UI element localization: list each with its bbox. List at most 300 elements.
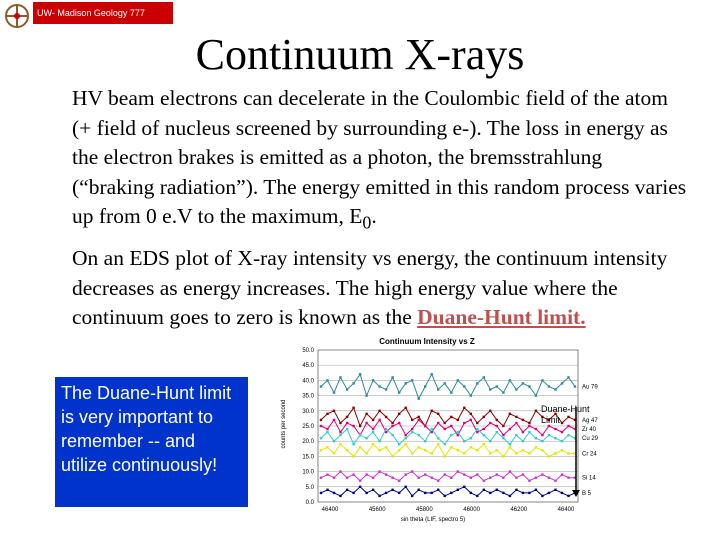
data-point xyxy=(320,449,322,451)
data-point xyxy=(535,446,537,448)
series-label: Ag 47 xyxy=(582,417,598,424)
data-point xyxy=(411,431,413,433)
data-point xyxy=(528,422,530,424)
data-point xyxy=(405,473,407,475)
data-point xyxy=(450,492,452,494)
data-point xyxy=(365,413,367,415)
data-point xyxy=(483,376,485,378)
data-point xyxy=(339,431,341,433)
data-point xyxy=(561,492,563,494)
data-point xyxy=(444,443,446,445)
data-point xyxy=(431,477,433,479)
data-point xyxy=(391,425,393,427)
data-point xyxy=(378,470,380,472)
paragraph-1-end: . xyxy=(371,204,377,228)
data-point xyxy=(515,416,517,418)
data-point xyxy=(365,422,367,424)
data-point xyxy=(437,489,439,491)
data-point xyxy=(431,492,433,494)
e0-subscript: 0 xyxy=(362,212,372,233)
data-point xyxy=(496,425,498,427)
data-point xyxy=(339,376,341,378)
data-point xyxy=(391,477,393,479)
data-point xyxy=(346,428,348,430)
data-point xyxy=(457,470,459,472)
data-point xyxy=(515,388,517,390)
y-tick-label: 10.0 xyxy=(302,469,314,476)
data-point xyxy=(418,477,420,479)
data-point xyxy=(535,428,537,430)
data-point xyxy=(535,477,537,479)
data-point xyxy=(424,385,426,387)
data-point xyxy=(567,434,569,436)
data-point xyxy=(437,437,439,439)
data-point xyxy=(372,489,374,491)
data-point xyxy=(411,379,413,381)
data-point xyxy=(476,473,478,475)
duane-hunt-limit-term: Duane-Hunt limit. xyxy=(417,305,586,329)
data-point xyxy=(463,385,465,387)
data-point xyxy=(470,492,472,494)
data-point xyxy=(365,473,367,475)
data-point xyxy=(483,480,485,482)
data-point xyxy=(418,434,420,436)
data-point xyxy=(385,428,387,430)
series-label: Cr 24 xyxy=(582,451,597,458)
data-point xyxy=(515,422,517,424)
data-point xyxy=(528,425,530,427)
data-point xyxy=(554,480,556,482)
paragraph-bremsstrahlung xyxy=(72,84,687,238)
data-point xyxy=(437,480,439,482)
x-tick-label: 46000 xyxy=(463,507,480,513)
data-point xyxy=(333,419,335,421)
data-point xyxy=(561,473,563,475)
data-point xyxy=(463,407,465,409)
y-tick-label: 30.0 xyxy=(302,408,314,415)
series-label: Zr 40 xyxy=(582,427,597,434)
data-point xyxy=(541,434,543,436)
data-point xyxy=(346,416,348,418)
data-point xyxy=(470,394,472,396)
data-point xyxy=(365,492,367,494)
data-point xyxy=(372,428,374,430)
data-point xyxy=(326,489,328,491)
data-point xyxy=(541,440,543,442)
data-point xyxy=(411,419,413,421)
x-tick-label: 46400 xyxy=(557,507,575,513)
data-point xyxy=(496,473,498,475)
data-point xyxy=(378,440,380,442)
data-point xyxy=(424,473,426,475)
duane-hunt-annotation: Duane-Hunt Limit xyxy=(541,404,590,425)
data-point xyxy=(352,425,354,427)
x-tick-label: 45800 xyxy=(416,507,433,513)
data-point xyxy=(548,434,550,436)
data-point xyxy=(457,434,459,436)
data-point xyxy=(554,428,556,430)
data-point xyxy=(541,379,543,381)
data-point xyxy=(437,413,439,415)
data-point xyxy=(339,495,341,497)
data-point xyxy=(489,388,491,390)
data-point xyxy=(320,385,322,387)
data-point xyxy=(346,422,348,424)
data-point xyxy=(398,492,400,494)
data-point xyxy=(561,422,563,424)
data-point xyxy=(541,495,543,497)
data-point xyxy=(476,449,478,451)
data-point xyxy=(411,452,413,454)
series-label: Si 14 xyxy=(582,475,596,482)
data-point xyxy=(496,419,498,421)
data-point xyxy=(561,449,563,451)
data-point xyxy=(528,385,530,387)
data-point xyxy=(567,495,569,497)
data-point xyxy=(502,492,504,494)
data-point xyxy=(457,431,459,433)
data-point xyxy=(385,416,387,418)
data-point xyxy=(509,470,511,472)
data-point xyxy=(372,419,374,421)
data-point xyxy=(463,473,465,475)
data-point xyxy=(391,422,393,424)
data-point xyxy=(346,388,348,390)
continuum-intensity-chart xyxy=(273,332,611,524)
data-point xyxy=(418,446,420,448)
data-point xyxy=(450,425,452,427)
data-point xyxy=(489,440,491,442)
data-point xyxy=(496,431,498,433)
crystal-logo-icon xyxy=(2,2,32,30)
paragraph-1-text: HV beam electrons can decelerate in the Coulombic field of the atom (+ field of nucleus screened by surrounding e-). The loss in energy as the electron brakes is emitted as a photon, the bremsstrahlung (“braking radiation”). The energy emitted in this random process varies up from 0 e.V to the maximum, E xyxy=(72,86,687,228)
data-point xyxy=(470,413,472,415)
data-point xyxy=(372,477,374,479)
data-point xyxy=(463,486,465,488)
data-point xyxy=(509,495,511,497)
x-tick-label: 46200 xyxy=(510,507,528,513)
data-point xyxy=(496,489,498,491)
data-point xyxy=(333,492,335,494)
y-tick-label: 50.0 xyxy=(302,348,314,354)
data-point xyxy=(489,422,491,424)
data-point xyxy=(405,437,407,439)
y-tick-label: 5.0 xyxy=(305,484,314,491)
data-point xyxy=(424,449,426,451)
data-point xyxy=(411,495,413,497)
data-point xyxy=(457,379,459,381)
data-point xyxy=(333,440,335,442)
data-point xyxy=(502,455,504,457)
data-point xyxy=(528,480,530,482)
data-point xyxy=(326,446,328,448)
data-point xyxy=(457,449,459,451)
data-point xyxy=(437,388,439,390)
data-point xyxy=(528,431,530,433)
series-label: Au 79 xyxy=(582,384,598,391)
data-point xyxy=(359,434,361,436)
data-point xyxy=(444,455,446,457)
data-point xyxy=(567,452,569,454)
data-point xyxy=(502,391,504,393)
data-point xyxy=(444,495,446,497)
data-point xyxy=(352,443,354,445)
data-point xyxy=(476,382,478,384)
data-point xyxy=(339,470,341,472)
data-point xyxy=(502,434,504,436)
data-point xyxy=(463,452,465,454)
data-point xyxy=(561,431,563,433)
data-point xyxy=(333,452,335,454)
data-point xyxy=(391,489,393,491)
x-tick-label: 45600 xyxy=(368,507,386,513)
data-point xyxy=(450,477,452,479)
data-point xyxy=(444,428,446,430)
data-point xyxy=(359,480,361,482)
data-point xyxy=(333,391,335,393)
y-tick-label: 45.0 xyxy=(302,363,314,370)
data-point xyxy=(522,431,524,433)
data-point xyxy=(509,446,511,448)
data-point xyxy=(548,455,550,457)
data-point xyxy=(431,452,433,454)
data-point xyxy=(359,425,361,427)
data-point xyxy=(522,492,524,494)
data-point xyxy=(561,382,563,384)
data-point xyxy=(574,385,576,387)
data-point xyxy=(509,413,511,415)
data-point xyxy=(515,452,517,454)
data-point xyxy=(502,425,504,427)
data-point xyxy=(567,376,569,378)
data-point xyxy=(450,434,452,436)
data-point xyxy=(398,422,400,424)
data-point xyxy=(483,489,485,491)
data-point xyxy=(457,489,459,491)
data-point xyxy=(378,410,380,412)
data-point xyxy=(385,446,387,448)
data-point xyxy=(320,419,322,421)
data-point xyxy=(405,407,407,409)
course-tag: UW- Madison Geology 777 xyxy=(33,2,173,24)
data-point xyxy=(431,428,433,430)
y-tick-label: 35.0 xyxy=(302,393,314,400)
data-point xyxy=(444,422,446,424)
data-point xyxy=(502,477,504,479)
data-point xyxy=(333,477,335,479)
data-point xyxy=(522,419,524,421)
chart-ylabel: counts per second xyxy=(281,399,287,449)
data-point xyxy=(391,455,393,457)
y-tick-label: 40.0 xyxy=(302,378,314,385)
data-point xyxy=(535,437,537,439)
series-label: B 5 xyxy=(582,490,592,497)
chart-title: Continuum Intensity vs Z xyxy=(379,337,475,346)
data-point xyxy=(418,489,420,491)
data-point xyxy=(352,455,354,457)
y-tick-label: 25.0 xyxy=(302,424,314,430)
data-point xyxy=(535,394,537,396)
data-point xyxy=(470,437,472,439)
data-point xyxy=(554,437,556,439)
data-point xyxy=(333,410,335,412)
data-point xyxy=(476,422,478,424)
data-point xyxy=(489,410,491,412)
data-point xyxy=(522,440,524,442)
data-point xyxy=(528,452,530,454)
data-point xyxy=(398,443,400,445)
data-point xyxy=(483,416,485,418)
data-point xyxy=(385,473,387,475)
data-point xyxy=(359,486,361,488)
data-point xyxy=(398,391,400,393)
data-point xyxy=(405,382,407,384)
data-point xyxy=(509,428,511,430)
data-point xyxy=(339,443,341,445)
data-point xyxy=(463,440,465,442)
data-point xyxy=(554,388,556,390)
data-point xyxy=(431,410,433,412)
data-point xyxy=(346,477,348,479)
data-point xyxy=(535,410,537,412)
data-point xyxy=(346,489,348,491)
data-point xyxy=(365,394,367,396)
data-point xyxy=(470,419,472,421)
data-point xyxy=(548,492,550,494)
data-point xyxy=(411,470,413,472)
data-point xyxy=(424,492,426,494)
data-point xyxy=(320,477,322,479)
x-tick-label: 46400 xyxy=(321,507,339,513)
data-point xyxy=(444,382,446,384)
data-point xyxy=(483,428,485,430)
data-point xyxy=(359,373,361,375)
data-point xyxy=(450,416,452,418)
data-point xyxy=(326,428,328,430)
data-point xyxy=(372,431,374,433)
data-point xyxy=(320,425,322,427)
data-point xyxy=(548,385,550,387)
paragraph-duane-hunt xyxy=(72,244,687,333)
callout-box: The Duane-Hunt limit is very important to remember -- and utilize continuously! xyxy=(55,377,248,507)
data-point xyxy=(398,449,400,451)
data-point xyxy=(391,434,393,436)
data-point xyxy=(483,434,485,436)
data-point xyxy=(418,419,420,421)
data-point xyxy=(365,452,367,454)
data-point xyxy=(450,391,452,393)
data-point xyxy=(378,495,380,497)
data-point xyxy=(346,449,348,451)
data-point xyxy=(424,440,426,442)
data-point xyxy=(437,443,439,445)
data-point xyxy=(418,397,420,399)
data-point xyxy=(470,446,472,448)
data-point xyxy=(567,477,569,479)
data-point xyxy=(339,434,341,436)
data-point xyxy=(359,446,361,448)
data-point xyxy=(326,431,328,433)
data-point xyxy=(476,431,478,433)
y-tick-label: 20.0 xyxy=(302,439,314,446)
data-point xyxy=(398,413,400,415)
data-point xyxy=(352,492,354,494)
data-point xyxy=(320,437,322,439)
data-point xyxy=(372,443,374,445)
data-point xyxy=(489,452,491,454)
data-point xyxy=(502,437,504,439)
data-point xyxy=(378,449,380,451)
data-point xyxy=(489,477,491,479)
data-point xyxy=(450,446,452,448)
data-point xyxy=(476,428,478,430)
data-point xyxy=(548,477,550,479)
paragraph-2-text: On an EDS plot of X-ray intensity vs energy, the continuum intensity decreases as energy increases. The high energy value where the continuum goes to zero is known as the xyxy=(72,246,668,329)
data-point xyxy=(405,434,407,436)
data-point xyxy=(567,425,569,427)
data-point xyxy=(431,373,433,375)
data-point xyxy=(496,385,498,387)
data-point xyxy=(437,422,439,424)
data-point xyxy=(405,443,407,445)
data-point xyxy=(489,492,491,494)
data-point xyxy=(463,422,465,424)
data-point xyxy=(483,443,485,445)
data-point xyxy=(541,449,543,451)
data-point xyxy=(326,413,328,415)
data-point xyxy=(509,443,511,445)
data-point xyxy=(567,416,569,418)
data-point xyxy=(378,419,380,421)
data-point xyxy=(372,379,374,381)
data-point xyxy=(385,388,387,390)
uw-madison-logo xyxy=(2,2,32,30)
data-point xyxy=(457,419,459,421)
data-point xyxy=(541,473,543,475)
data-point xyxy=(339,422,341,424)
data-point xyxy=(535,489,537,491)
data-point xyxy=(326,379,328,381)
y-tick-label: 15.0 xyxy=(302,454,314,461)
data-point xyxy=(554,489,556,491)
data-point xyxy=(515,489,517,491)
data-point xyxy=(411,428,413,430)
series-label: Cu 29 xyxy=(582,436,599,443)
data-point xyxy=(320,492,322,494)
data-point xyxy=(352,382,354,384)
data-point xyxy=(424,425,426,427)
data-point xyxy=(405,486,407,488)
data-point xyxy=(522,382,524,384)
slide-title: Continuum X-rays xyxy=(195,30,525,79)
chart-xlabel: sin theta (LIF, spectro 5) xyxy=(400,517,466,523)
data-point xyxy=(548,425,550,427)
data-point xyxy=(561,440,563,442)
data-point xyxy=(365,437,367,439)
data-point xyxy=(352,407,354,409)
data-point xyxy=(418,416,420,418)
data-point xyxy=(554,452,556,454)
data-point xyxy=(522,473,524,475)
data-point xyxy=(515,434,517,436)
data-point xyxy=(528,492,530,494)
data-point xyxy=(391,376,393,378)
y-tick-label: 0.0 xyxy=(305,500,314,506)
data-point xyxy=(352,473,354,475)
data-point xyxy=(444,473,446,475)
data-point xyxy=(522,449,524,451)
data-point xyxy=(378,385,380,387)
